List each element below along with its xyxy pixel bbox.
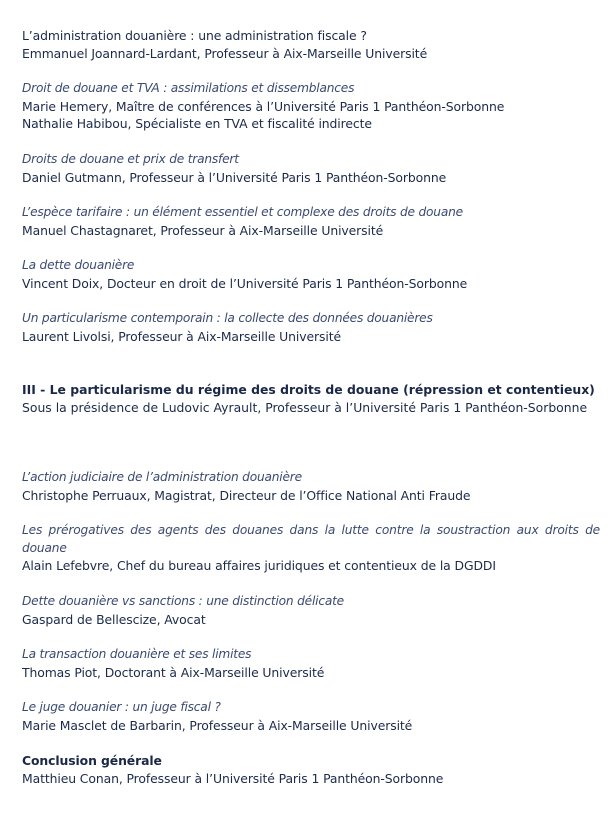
speaker: Matthieu Conan, Professeur à l’Université Paris 1 Panthéon-Sorbonne (22, 770, 444, 786)
talk-title: La transaction douanière et ses limites (22, 647, 252, 661)
speaker: Alain Lefebvre, Chef du bureau affaires juridiques et contentieux de la DGDDI (22, 558, 496, 573)
program-entry (22, 699, 602, 734)
program-entry (22, 257, 602, 292)
program-entry (22, 593, 602, 628)
talk-title: L’espèce tarifaire : un élément essentiel et complexe des droits de douane (22, 205, 463, 219)
talk-title: La dette douanière (22, 258, 135, 272)
section-heading: III - Le particularisme du régime des droits de douane (répression et contentieux) (22, 382, 595, 397)
speaker: Laurent Livolsi, Professeur à Aix-Marseille Université (22, 328, 341, 344)
speaker: Christophe Perruaux, Magistrat, Directeur de l’Office National Anti Fraude (22, 487, 471, 503)
talk-title: L’administration douanière : une administration fiscale ? (22, 28, 367, 43)
speaker: Marie Masclet de Barbarin, Professeur à Aix-Marseille Université (22, 717, 413, 733)
program-entry (22, 469, 602, 504)
speaker: Vincent Doix, Docteur en droit de l’Université Paris 1 Panthéon-Sorbonne (22, 275, 468, 291)
talk-title: Dette douanière vs sanctions : une distinction délicate (22, 594, 344, 608)
talk-title: L’action judiciaire de l’administration douanière (22, 470, 302, 484)
conclusion (22, 752, 602, 787)
program-entry (22, 522, 602, 575)
speaker: Thomas Piot, Doctorant à Aix-Marseille Université (22, 664, 325, 680)
talk-title: Droit de douane et TVA : assimilations et dissemblances (22, 81, 355, 95)
speaker: Nathalie Habibou, Spécialiste en TVA et fiscalité indirecte (22, 116, 372, 131)
speaker: Daniel Gutmann, Professeur à l’Université Paris 1 Panthéon-Sorbonne (22, 169, 447, 185)
program-entry (22, 310, 602, 345)
talk-title: Un particularisme contemporain : la collecte des données douanières (22, 311, 433, 325)
speaker: Marie Hemery, Maître de conférences à l’Université Paris 1 Panthéon-Sorbonne (22, 98, 505, 114)
speaker: Emmanuel Joannard-Lardant, Professeur à Aix-Marseille Université (22, 45, 428, 61)
talk-title: Droits de douane et prix de transfert (22, 152, 239, 166)
program-entry (22, 151, 602, 186)
section-iii (22, 381, 602, 416)
speaker: Gaspard de Bellescize, Avocat (22, 611, 206, 627)
talk-title: Les prérogatives des agents des douanes dans la lutte contre la soustraction aux droits de douane (22, 523, 600, 555)
program-entry (22, 27, 602, 62)
conclusion-title: Conclusion générale (22, 753, 162, 768)
section-chair: Sous la présidence de Ludovic Ayrault, Professeur à l’Université Paris 1 Panthéon-Sorbonne (22, 399, 588, 415)
program-entry (22, 80, 602, 133)
program-entry (22, 204, 602, 239)
program-entry (22, 646, 602, 681)
talk-title: Le juge douanier : un juge fiscal ? (22, 700, 221, 714)
speaker: Manuel Chastagnaret, Professeur à Aix-Marseille Université (22, 222, 384, 238)
